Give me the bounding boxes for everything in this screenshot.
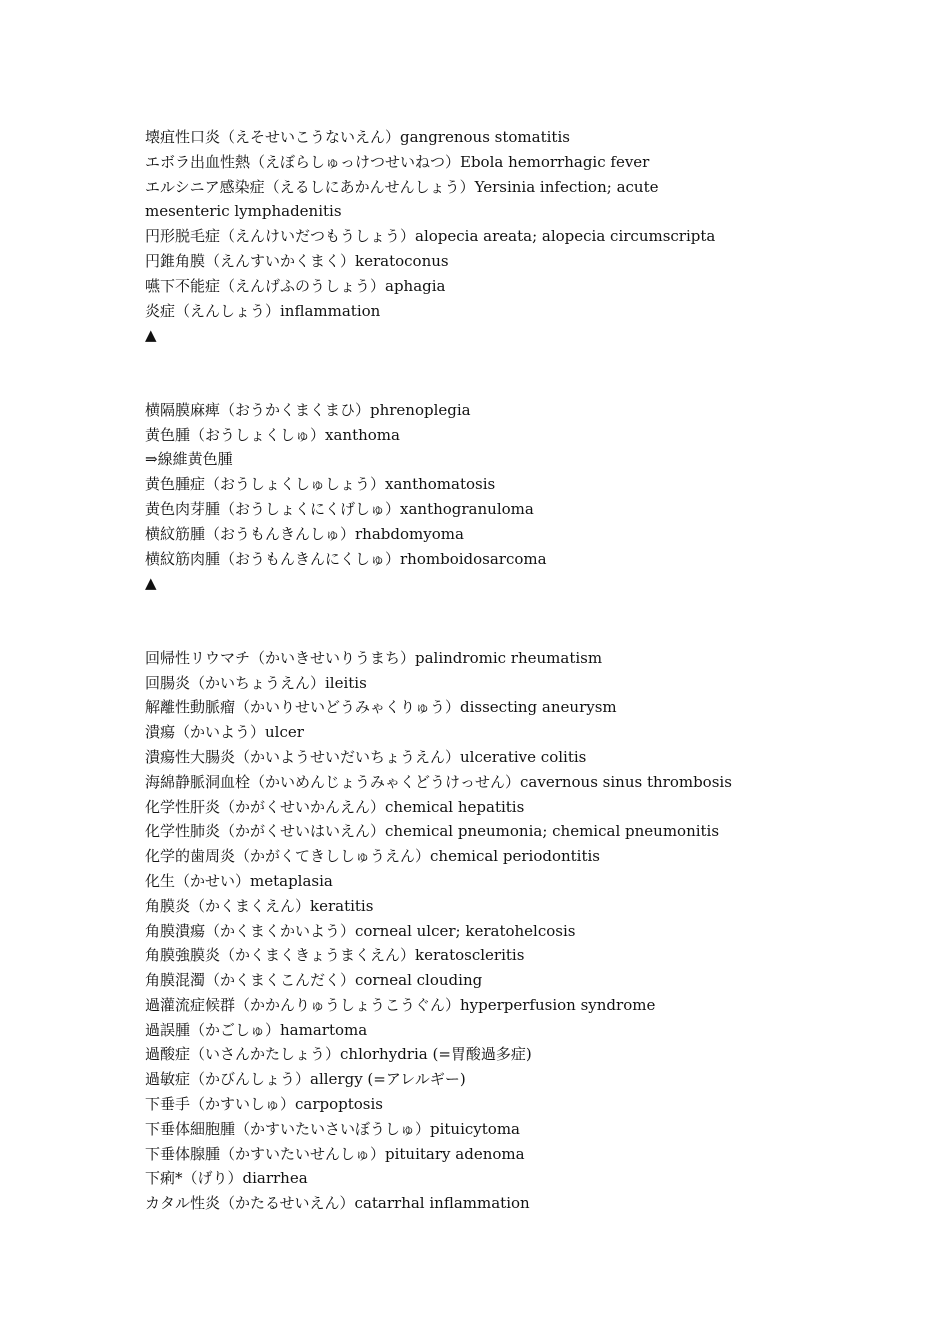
entry-line: 横紋筋肉腫（おうもんきんにくしゅ）rhomboidosarcoma bbox=[145, 549, 547, 568]
entry-line: 海綿静脈洞血栓（かいめんじょうみゃくどうけっせん）cavernous sinus thrombosis bbox=[145, 772, 732, 791]
section-end-triangle-icon: ▲ bbox=[145, 574, 157, 593]
entry-line: 下痢*（げり）diarrhea bbox=[145, 1169, 308, 1188]
entry-line: 化学的歯周炎（かがくてきししゅうえん）chemical periodontitis bbox=[145, 847, 600, 866]
entry-line: 角膜強膜炎（かくまくきょうまくえん）keratoscleritis bbox=[145, 946, 525, 965]
entry-line: エボラ出血性熱（えぼらしゅっけつせいねつ）Ebola hemorrhagic fever bbox=[145, 152, 650, 171]
entry-line: ⇒線維黄色腫 bbox=[145, 450, 233, 469]
entry-line: 角膜炎（かくまくえん）keratitis bbox=[145, 896, 374, 915]
entry-line: 潰瘍性大腸炎（かいようせいだいちょうえん）ulcerative colitis bbox=[145, 747, 587, 766]
entry-line: 角膜混濁（かくまくこんだく）corneal clouding bbox=[145, 971, 483, 990]
entry-line: カタル性炎（かたるせいえん）catarrhal inflammation bbox=[145, 1194, 530, 1213]
entry-line: 下垂体細胞腫（かすいたいさいぼうしゅ）pituicytoma bbox=[145, 1119, 520, 1138]
entry-line: 壊疽性口炎（えそせいこうないえん）gangrenous stomatitis bbox=[145, 128, 570, 146]
section-end-triangle-icon: ▲ bbox=[145, 326, 157, 345]
entry-line: 角膜潰瘍（かくまくかいよう）corneal ulcer; keratohelcosis bbox=[145, 921, 576, 940]
entry-line: 黄色肉芽腫（おうしょくにくげしゅ）xanthogranuloma bbox=[145, 499, 534, 518]
entry-line: 横紋筋腫（おうもんきんしゅ）rhabdomyoma bbox=[145, 524, 464, 543]
document-page bbox=[145, 125, 925, 1216]
entry-line: エルシニア感染症（えるしにあかんせんしょう）Yersinia infection; acute mesenteric lymphadenitis bbox=[145, 177, 659, 221]
entry-line: 化生（かせい）metaplasia bbox=[145, 871, 333, 890]
entry-line: 下垂体腺腫（かすいたいせんしゅ）pituitary adenoma bbox=[145, 1144, 525, 1163]
entry-line: 過誤腫（かごしゅ）hamartoma bbox=[145, 1020, 368, 1039]
entry-line: 回帰性リウマチ（かいきせいりうまち）palindromic rheumatism bbox=[145, 648, 603, 667]
section-ka bbox=[145, 646, 925, 1216]
section-e bbox=[145, 125, 925, 348]
entry-line: 円錐角膜（えんすいかくまく）keratoconus bbox=[145, 251, 449, 270]
entry-line: 解離性動脈瘤（かいりせいどうみゃくりゅう）dissecting aneurysm bbox=[145, 698, 617, 717]
entry-line: 過灌流症候群（かかんりゅうしょうこうぐん）hyperperfusion syndrome bbox=[145, 995, 656, 1014]
entry-line: 下垂手（かすいしゅ）carpoptosis bbox=[145, 1095, 384, 1114]
entry-line: 円形脱毛症（えんけいだつもうしょう）alopecia areata; alopecia circumscripta bbox=[145, 227, 716, 246]
entry-line: 潰瘍（かいよう）ulcer bbox=[145, 723, 304, 742]
section-gap bbox=[145, 596, 925, 646]
entry-line: 回腸炎（かいちょうえん）ileitis bbox=[145, 673, 367, 692]
entry-line: 黄色腫症（おうしょくしゅしょう）xanthomatosis bbox=[145, 475, 496, 494]
entry-line: 化学性肺炎（かがくせいはいえん）chemical pneumonia; chemical pneumonitis bbox=[145, 822, 720, 841]
section-o bbox=[145, 398, 925, 596]
entry-line: 嚥下不能症（えんげふのうしょう）aphagia bbox=[145, 276, 446, 295]
entry-line: 炎症（えんしょう）inflammation bbox=[145, 301, 381, 320]
section-gap bbox=[145, 348, 925, 398]
entry-line: 化学性肝炎（かがくせいかんえん）chemical hepatitis bbox=[145, 797, 525, 816]
entry-line: 過敏症（かびんしょう）allergy (=アレルギー) bbox=[145, 1070, 466, 1089]
entry-line: 過酸症（いさんかたしょう）chlorhydria (=胃酸過多症) bbox=[145, 1045, 532, 1064]
entry-line: 横隔膜麻痺（おうかくまくまひ）phrenoplegia bbox=[145, 400, 471, 419]
entry-line: 黄色腫（おうしょくしゅ）xanthoma bbox=[145, 425, 400, 444]
